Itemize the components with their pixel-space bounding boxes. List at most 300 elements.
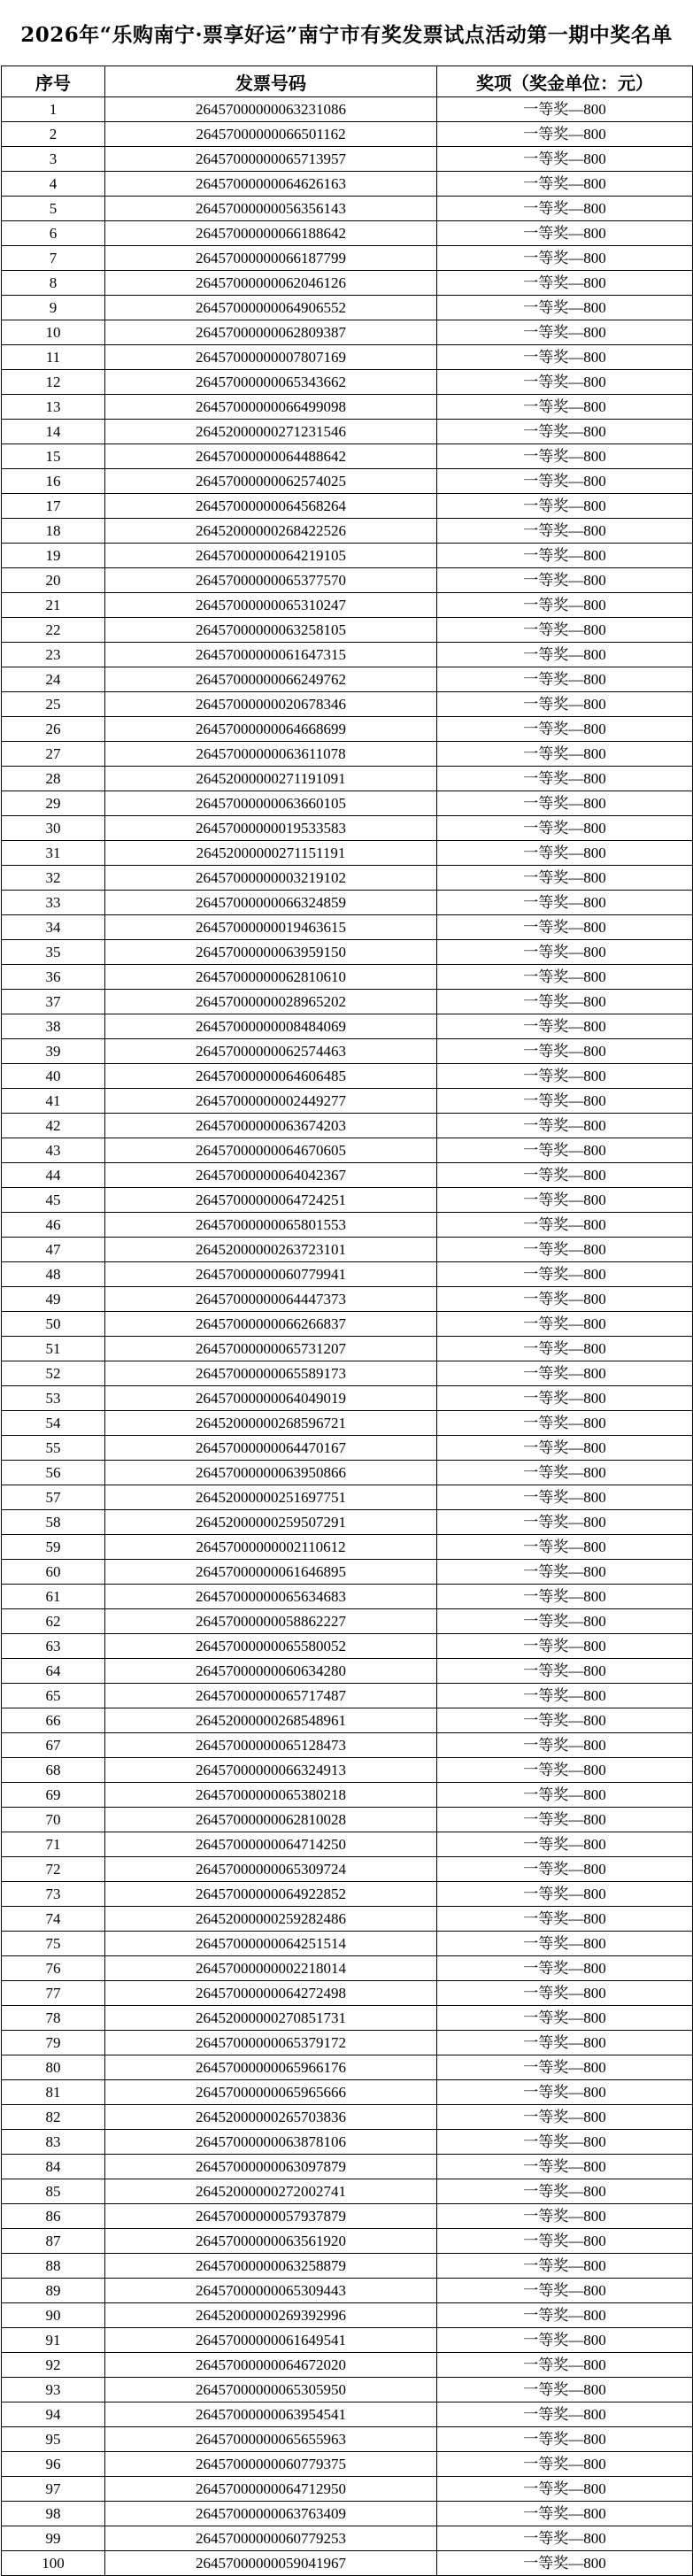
invoice-number-cell: 26457000000064042367 — [105, 1163, 437, 1188]
prize-cell: 一等奖—800 — [437, 444, 693, 469]
invoice-number-cell: 26457000000063258879 — [105, 2254, 437, 2279]
serial-cell: 99 — [2, 2526, 105, 2551]
prize-cell: 一等奖—800 — [437, 2080, 693, 2105]
prize-cell: 一等奖—800 — [437, 742, 693, 767]
table-row — [2, 1039, 693, 1064]
prize-cell: 一等奖—800 — [437, 791, 693, 816]
table-row — [2, 2477, 693, 2502]
serial-cell: 21 — [2, 593, 105, 618]
table-row — [2, 891, 693, 915]
serial-cell: 39 — [2, 1039, 105, 1064]
invoice-number-cell: 26457000000060779941 — [105, 1262, 437, 1287]
prize-cell: 一等奖—800 — [437, 2303, 693, 2328]
table-row — [2, 1138, 693, 1163]
table-row — [2, 544, 693, 568]
invoice-number-cell: 26457000000064670605 — [105, 1138, 437, 1163]
invoice-number-cell: 26457000000028965202 — [105, 990, 437, 1014]
invoice-number-cell: 26457000000065309443 — [105, 2279, 437, 2303]
serial-cell: 18 — [2, 519, 105, 544]
serial-cell: 37 — [2, 990, 105, 1014]
table-row — [2, 2254, 693, 2279]
invoice-number-cell: 26457000000060779253 — [105, 2526, 437, 2551]
prize-cell: 一等奖—800 — [437, 568, 693, 593]
table-row — [2, 2551, 693, 2576]
prize-cell: 一等奖—800 — [437, 1932, 693, 1956]
serial-cell: 48 — [2, 1262, 105, 1287]
prize-cell: 一等奖—800 — [437, 2055, 693, 2080]
table-row — [2, 1758, 693, 1783]
serial-cell: 17 — [2, 494, 105, 519]
table-row — [2, 444, 693, 469]
prize-cell: 一等奖—800 — [437, 2006, 693, 2031]
invoice-number-cell: 26457000000059041967 — [105, 2551, 437, 2576]
prize-cell: 一等奖—800 — [437, 2279, 693, 2303]
prize-cell: 一等奖—800 — [437, 940, 693, 965]
table-row — [2, 2006, 693, 2031]
invoice-number-cell: 26457000000065343662 — [105, 370, 437, 395]
table-row — [2, 568, 693, 593]
serial-cell: 97 — [2, 2477, 105, 2502]
serial-cell: 74 — [2, 1907, 105, 1932]
invoice-number-cell: 26452000000263723101 — [105, 1238, 437, 1262]
serial-cell: 76 — [2, 1956, 105, 1981]
serial-cell: 67 — [2, 1733, 105, 1758]
prize-cell: 一等奖—800 — [437, 990, 693, 1014]
prize-cell: 一等奖—800 — [437, 2155, 693, 2179]
table-row — [2, 271, 693, 296]
invoice-number-cell: 26457000000065966176 — [105, 2055, 437, 2080]
table-row — [2, 940, 693, 965]
table-row — [2, 841, 693, 866]
prize-cell: 一等奖—800 — [437, 1386, 693, 1411]
invoice-number-cell: 26457000000002449277 — [105, 1089, 437, 1114]
prize-cell: 一等奖—800 — [437, 1956, 693, 1981]
serial-cell: 92 — [2, 2353, 105, 2378]
prize-cell: 一等奖—800 — [437, 1014, 693, 1039]
prize-cell: 一等奖—800 — [437, 1659, 693, 1684]
invoice-number-cell: 26457000000061646895 — [105, 1560, 437, 1585]
table-header-row — [2, 66, 693, 97]
prize-cell: 一等奖—800 — [437, 1436, 693, 1461]
header-serial: 序号 — [2, 66, 105, 97]
invoice-number-cell: 26457000000062809387 — [105, 320, 437, 345]
prize-cell: 一等奖—800 — [437, 1981, 693, 2006]
table-row — [2, 1857, 693, 1882]
table-row — [2, 1585, 693, 1609]
invoice-number-cell: 26457000000064470167 — [105, 1436, 437, 1461]
serial-cell: 73 — [2, 1882, 105, 1907]
prize-cell: 一等奖—800 — [437, 667, 693, 692]
serial-cell: 71 — [2, 1832, 105, 1857]
table-row — [2, 494, 693, 519]
prize-cell: 一等奖—800 — [437, 1733, 693, 1758]
table-row — [2, 122, 693, 147]
invoice-number-cell: 26457000000008484069 — [105, 1014, 437, 1039]
serial-cell: 59 — [2, 1535, 105, 1560]
invoice-number-cell: 26452000000272002741 — [105, 2179, 437, 2204]
table-row — [2, 2303, 693, 2328]
serial-cell: 50 — [2, 1312, 105, 1337]
prize-cell: 一等奖—800 — [437, 395, 693, 420]
table-row — [2, 2204, 693, 2229]
serial-cell: 90 — [2, 2303, 105, 2328]
table-row — [2, 97, 693, 122]
serial-cell: 45 — [2, 1188, 105, 1213]
serial-cell: 93 — [2, 2378, 105, 2402]
invoice-number-cell: 26457000000058862227 — [105, 1609, 437, 1634]
prize-cell: 一等奖—800 — [437, 1361, 693, 1386]
table-row — [2, 2279, 693, 2303]
invoice-number-cell: 26457000000065655963 — [105, 2427, 437, 2452]
invoice-number-cell: 26457000000065965666 — [105, 2080, 437, 2105]
prize-cell: 一等奖—800 — [437, 2328, 693, 2353]
table-row — [2, 1064, 693, 1089]
serial-cell: 79 — [2, 2031, 105, 2055]
serial-cell: 8 — [2, 271, 105, 296]
invoice-number-cell: 26457000000065634683 — [105, 1585, 437, 1609]
serial-cell: 32 — [2, 866, 105, 891]
serial-cell: 26 — [2, 717, 105, 742]
table-row — [2, 1312, 693, 1337]
prize-cell: 一等奖—800 — [437, 147, 693, 172]
serial-cell: 64 — [2, 1659, 105, 1684]
prize-cell: 一等奖—800 — [437, 1832, 693, 1857]
serial-cell: 69 — [2, 1783, 105, 1808]
invoice-number-cell: 26457000000065580052 — [105, 1634, 437, 1659]
table-row — [2, 2452, 693, 2477]
invoice-number-cell: 26457000000064447373 — [105, 1287, 437, 1312]
table-row — [2, 1014, 693, 1039]
serial-cell: 49 — [2, 1287, 105, 1312]
invoice-number-cell: 26457000000066266837 — [105, 1312, 437, 1337]
invoice-number-cell: 26457000000065589173 — [105, 1361, 437, 1386]
prize-cell: 一等奖—800 — [437, 320, 693, 345]
table-row — [2, 1287, 693, 1312]
table-row — [2, 221, 693, 246]
prize-cell: 一等奖—800 — [437, 1163, 693, 1188]
prize-cell: 一等奖—800 — [437, 2402, 693, 2427]
prize-cell: 一等奖—800 — [437, 2204, 693, 2229]
table-row — [2, 1510, 693, 1535]
prize-cell: 一等奖—800 — [437, 271, 693, 296]
table-row — [2, 1560, 693, 1585]
page-title: 2026年“乐购南宁·票享好运”南宁市有奖发票试点活动第一期中奖名单 — [20, 22, 673, 47]
prize-cell: 一等奖—800 — [437, 544, 693, 568]
table-row — [2, 1163, 693, 1188]
invoice-number-cell: 26457000000063097879 — [105, 2155, 437, 2179]
invoice-number-cell: 26457000000065310247 — [105, 593, 437, 618]
serial-cell: 40 — [2, 1064, 105, 1089]
invoice-number-cell: 26457000000063878106 — [105, 2130, 437, 2155]
invoice-number-cell: 26457000000063611078 — [105, 742, 437, 767]
invoice-number-cell: 26452000000271151191 — [105, 841, 437, 866]
prize-cell: 一等奖—800 — [437, 891, 693, 915]
table-row — [2, 2179, 693, 2204]
serial-cell: 83 — [2, 2130, 105, 2155]
table-row — [2, 717, 693, 742]
serial-cell: 44 — [2, 1163, 105, 1188]
invoice-number-cell: 26457000000066324913 — [105, 1758, 437, 1783]
prize-cell: 一等奖—800 — [437, 866, 693, 891]
prize-cell: 一等奖—800 — [437, 1287, 693, 1312]
invoice-number-cell: 26452000000259507291 — [105, 1510, 437, 1535]
table-row — [2, 1832, 693, 1857]
serial-cell: 27 — [2, 742, 105, 767]
prize-cell: 一等奖—800 — [437, 1485, 693, 1510]
prize-cell: 一等奖—800 — [437, 1808, 693, 1832]
prize-cell: 一等奖—800 — [437, 172, 693, 197]
prize-cell: 一等奖—800 — [437, 1089, 693, 1114]
serial-cell: 58 — [2, 1510, 105, 1535]
prize-cell: 一等奖—800 — [437, 965, 693, 990]
serial-cell: 56 — [2, 1461, 105, 1485]
prize-cell: 一等奖—800 — [437, 1411, 693, 1436]
table-row — [2, 1436, 693, 1461]
table-row — [2, 1114, 693, 1138]
serial-cell: 7 — [2, 246, 105, 271]
serial-cell: 54 — [2, 1411, 105, 1436]
invoice-number-cell: 26457000000063959150 — [105, 940, 437, 965]
serial-cell: 70 — [2, 1808, 105, 1832]
serial-cell: 84 — [2, 2155, 105, 2179]
prize-cell: 一等奖—800 — [437, 1758, 693, 1783]
invoice-number-cell: 26457000000062810028 — [105, 1808, 437, 1832]
invoice-number-cell: 26457000000064712950 — [105, 2477, 437, 2502]
invoice-number-cell: 26457000000020678346 — [105, 692, 437, 717]
prize-cell: 一等奖—800 — [437, 2229, 693, 2254]
table-row — [2, 2402, 693, 2427]
invoice-number-cell: 26457000000064724251 — [105, 1188, 437, 1213]
prize-cell: 一等奖—800 — [437, 1213, 693, 1238]
serial-cell: 75 — [2, 1932, 105, 1956]
invoice-number-cell: 26457000000007807169 — [105, 345, 437, 370]
table-row — [2, 1485, 693, 1510]
serial-cell: 85 — [2, 2179, 105, 2204]
table-row — [2, 2502, 693, 2526]
table-row — [2, 1089, 693, 1114]
serial-cell: 51 — [2, 1337, 105, 1361]
invoice-number-cell: 26457000000064606485 — [105, 1064, 437, 1089]
serial-cell: 16 — [2, 469, 105, 494]
serial-cell: 23 — [2, 643, 105, 667]
table-row — [2, 172, 693, 197]
prize-cell: 一等奖—800 — [437, 692, 693, 717]
serial-cell: 78 — [2, 2006, 105, 2031]
invoice-number-cell: 26457000000066249762 — [105, 667, 437, 692]
table-row — [2, 1238, 693, 1262]
table-row — [2, 1956, 693, 1981]
table-row — [2, 2055, 693, 2080]
table-row — [2, 593, 693, 618]
prize-cell: 一等奖—800 — [437, 519, 693, 544]
table-row — [2, 197, 693, 221]
invoice-number-cell: 26457000000064272498 — [105, 1981, 437, 2006]
invoice-number-cell: 26457000000064251514 — [105, 1932, 437, 1956]
invoice-number-cell: 26457000000066188642 — [105, 221, 437, 246]
serial-cell: 13 — [2, 395, 105, 420]
invoice-number-cell: 26457000000062574463 — [105, 1039, 437, 1064]
serial-cell: 98 — [2, 2502, 105, 2526]
prize-cell: 一等奖—800 — [437, 1857, 693, 1882]
prize-cell: 一等奖—800 — [437, 2031, 693, 2055]
serial-cell: 94 — [2, 2402, 105, 2427]
invoice-number-cell: 26457000000064488642 — [105, 444, 437, 469]
prize-cell: 一等奖—800 — [437, 2452, 693, 2477]
invoice-number-cell: 26457000000060634280 — [105, 1659, 437, 1684]
serial-cell: 22 — [2, 618, 105, 643]
invoice-number-cell: 26457000000064219105 — [105, 544, 437, 568]
prize-cell: 一等奖—800 — [437, 2105, 693, 2130]
invoice-number-cell: 26457000000064906552 — [105, 296, 437, 320]
invoice-number-cell: 26457000000065380218 — [105, 1783, 437, 1808]
serial-cell: 19 — [2, 544, 105, 568]
header-prize: 奖项（奖金单位：元） — [437, 66, 693, 97]
table-row — [2, 1932, 693, 1956]
serial-cell: 28 — [2, 767, 105, 791]
prize-cell: 一等奖—800 — [437, 2477, 693, 2502]
serial-cell: 6 — [2, 221, 105, 246]
serial-cell: 80 — [2, 2055, 105, 2080]
table-row — [2, 618, 693, 643]
serial-cell: 62 — [2, 1609, 105, 1634]
invoice-number-cell: 26457000000064668699 — [105, 717, 437, 742]
prize-cell: 一等奖—800 — [437, 494, 693, 519]
invoice-number-cell: 26457000000063674203 — [105, 1114, 437, 1138]
prize-cell: 一等奖—800 — [437, 1609, 693, 1634]
invoice-number-cell: 26457000000063763409 — [105, 2502, 437, 2526]
prize-cell: 一等奖—800 — [437, 2378, 693, 2402]
prize-cell: 一等奖—800 — [437, 345, 693, 370]
table-row — [2, 1609, 693, 1634]
prize-cell: 一等奖—800 — [437, 593, 693, 618]
prize-cell: 一等奖—800 — [437, 1039, 693, 1064]
table-row — [2, 2105, 693, 2130]
serial-cell: 11 — [2, 345, 105, 370]
table-row — [2, 791, 693, 816]
serial-cell: 81 — [2, 2080, 105, 2105]
invoice-number-cell: 26457000000002110612 — [105, 1535, 437, 1560]
serial-cell: 95 — [2, 2427, 105, 2452]
prize-cell: 一等奖—800 — [437, 816, 693, 841]
invoice-number-cell: 26457000000066499098 — [105, 395, 437, 420]
table-row — [2, 816, 693, 841]
table-row — [2, 1634, 693, 1659]
table-row — [2, 1659, 693, 1684]
invoice-number-cell: 26457000000062810610 — [105, 965, 437, 990]
invoice-number-cell: 26457000000056356143 — [105, 197, 437, 221]
prize-cell: 一等奖—800 — [437, 2353, 693, 2378]
prize-cell: 一等奖—800 — [437, 841, 693, 866]
serial-cell: 86 — [2, 2204, 105, 2229]
prize-cell: 一等奖—800 — [437, 1138, 693, 1163]
table-row — [2, 2080, 693, 2105]
invoice-number-cell: 26457000000019533583 — [105, 816, 437, 841]
prize-cell: 一等奖—800 — [437, 767, 693, 791]
prize-cell: 一等奖—800 — [437, 246, 693, 271]
table-row — [2, 1535, 693, 1560]
invoice-number-cell: 26452000000270851731 — [105, 2006, 437, 2031]
serial-cell: 96 — [2, 2452, 105, 2477]
table-body — [2, 97, 693, 2576]
serial-cell: 77 — [2, 1981, 105, 2006]
invoice-number-cell: 26457000000064922852 — [105, 1882, 437, 1907]
invoice-number-cell: 26457000000063231086 — [105, 97, 437, 122]
invoice-number-cell: 26457000000063950866 — [105, 1461, 437, 1485]
table-row — [2, 420, 693, 444]
serial-cell: 41 — [2, 1089, 105, 1114]
serial-cell: 42 — [2, 1114, 105, 1138]
table-row — [2, 1262, 693, 1287]
table-row — [2, 395, 693, 420]
table-row — [2, 469, 693, 494]
serial-cell: 30 — [2, 816, 105, 841]
serial-cell: 66 — [2, 1708, 105, 1733]
prize-cell: 一等奖—800 — [437, 2254, 693, 2279]
serial-cell: 89 — [2, 2279, 105, 2303]
invoice-number-cell: 26452000000268422526 — [105, 519, 437, 544]
table-row — [2, 1733, 693, 1758]
serial-cell: 57 — [2, 1485, 105, 1510]
prize-cell: 一等奖—800 — [437, 915, 693, 940]
prize-cell: 一等奖—800 — [437, 618, 693, 643]
serial-cell: 15 — [2, 444, 105, 469]
prize-cell: 一等奖—800 — [437, 122, 693, 147]
prize-cell: 一等奖—800 — [437, 197, 693, 221]
serial-cell: 4 — [2, 172, 105, 197]
invoice-number-cell: 26457000000065377570 — [105, 568, 437, 593]
serial-cell: 34 — [2, 915, 105, 940]
serial-cell: 87 — [2, 2229, 105, 2254]
prize-cell: 一等奖—800 — [437, 1337, 693, 1361]
prize-cell: 一等奖—800 — [437, 1882, 693, 1907]
table-row — [2, 866, 693, 891]
table-row — [2, 1708, 693, 1733]
table-row — [2, 2378, 693, 2402]
prize-cell: 一等奖—800 — [437, 1783, 693, 1808]
table-row — [2, 246, 693, 271]
table-row — [2, 296, 693, 320]
prize-cell: 一等奖—800 — [437, 296, 693, 320]
invoice-number-cell: 26452000000271231546 — [105, 420, 437, 444]
serial-cell: 31 — [2, 841, 105, 866]
serial-cell: 65 — [2, 1684, 105, 1708]
invoice-number-cell: 26452000000271191091 — [105, 767, 437, 791]
serial-cell: 14 — [2, 420, 105, 444]
serial-cell: 36 — [2, 965, 105, 990]
invoice-number-cell: 26457000000065309724 — [105, 1857, 437, 1882]
table-row — [2, 692, 693, 717]
prize-cell: 一等奖—800 — [437, 2130, 693, 2155]
serial-cell: 43 — [2, 1138, 105, 1163]
table-row — [2, 742, 693, 767]
invoice-number-cell: 26457000000065305950 — [105, 2378, 437, 2402]
prize-cell: 一等奖—800 — [437, 1708, 693, 1733]
serial-cell: 38 — [2, 1014, 105, 1039]
serial-cell: 91 — [2, 2328, 105, 2353]
prize-cell: 一等奖—800 — [437, 221, 693, 246]
table-row — [2, 1213, 693, 1238]
serial-cell: 2 — [2, 122, 105, 147]
invoice-number-cell: 26457000000065731207 — [105, 1337, 437, 1361]
table-row — [2, 370, 693, 395]
serial-cell: 53 — [2, 1386, 105, 1411]
prize-cell: 一等奖—800 — [437, 1907, 693, 1932]
table-row — [2, 915, 693, 940]
table-row — [2, 1188, 693, 1213]
table-row — [2, 965, 693, 990]
invoice-number-cell: 26457000000066324859 — [105, 891, 437, 915]
table-row — [2, 2328, 693, 2353]
